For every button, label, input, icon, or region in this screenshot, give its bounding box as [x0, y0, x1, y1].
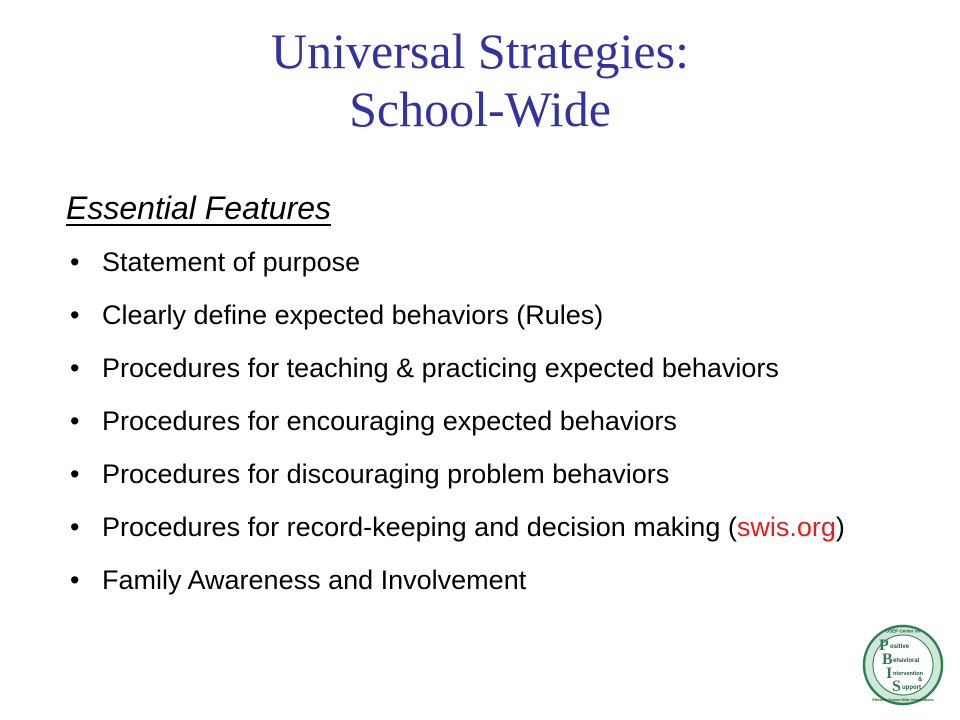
bullet-text: Clearly define expected behaviors (Rules) — [102, 300, 604, 330]
bullet-text: Family Awareness and Involvement — [102, 565, 527, 595]
bullet-list — [70, 246, 910, 617]
logo-letter-i: I — [886, 665, 893, 682]
bullet-text-before-link: Procedures for record-keeping and decision making ( — [102, 512, 737, 542]
bullet-text: Statement of purpose — [102, 247, 361, 277]
logo-letter-b: B — [882, 651, 893, 668]
bullet-dot: • — [70, 247, 80, 277]
pbis-logo — [862, 624, 944, 706]
title-line-2: School-Wide — [349, 81, 611, 137]
logo-bottom-text: Effective School-Wide Interventions — [872, 698, 934, 702]
bullet-text: Procedures for encouraging expected behaviors — [102, 406, 677, 436]
logo-word-b: ehavioral — [893, 658, 920, 664]
bullet-dot: • — [70, 459, 80, 489]
logo-top-text: OSEP Center on — [885, 628, 921, 634]
logo-letter-p: P — [879, 637, 889, 654]
logo-word-s: upport — [902, 685, 921, 691]
bullet-dot: • — [70, 300, 80, 330]
logo-letter-s: S — [892, 678, 901, 695]
bullet-item — [70, 511, 910, 544]
bullet-dot: • — [70, 512, 80, 542]
logo-word-p: ositive — [890, 644, 910, 650]
slide-title — [0, 22, 960, 138]
bullet-text: Procedures for discouraging problem behaviors — [102, 459, 670, 489]
bullet-dot: • — [70, 406, 80, 436]
bullet-item — [70, 299, 910, 332]
bullet-item — [70, 458, 910, 491]
bullet-text: Procedures for teaching & practicing expected behaviors — [102, 353, 779, 383]
bullet-text-after-link: ) — [835, 512, 845, 542]
title-line-1: Universal Strategies: — [271, 23, 689, 79]
swis-link[interactable]: swis.org — [736, 512, 836, 542]
bullet-item — [70, 352, 910, 385]
bullet-item — [70, 405, 910, 438]
bullet-item — [70, 246, 910, 279]
logo-word-i: ntervention — [893, 671, 923, 677]
bullet-dot: • — [70, 565, 80, 595]
bullet-dot: • — [70, 353, 80, 383]
essential-features-heading: Essential Features — [66, 190, 332, 226]
logo-ampersand: & — [918, 677, 923, 683]
bullet-item — [70, 564, 910, 597]
